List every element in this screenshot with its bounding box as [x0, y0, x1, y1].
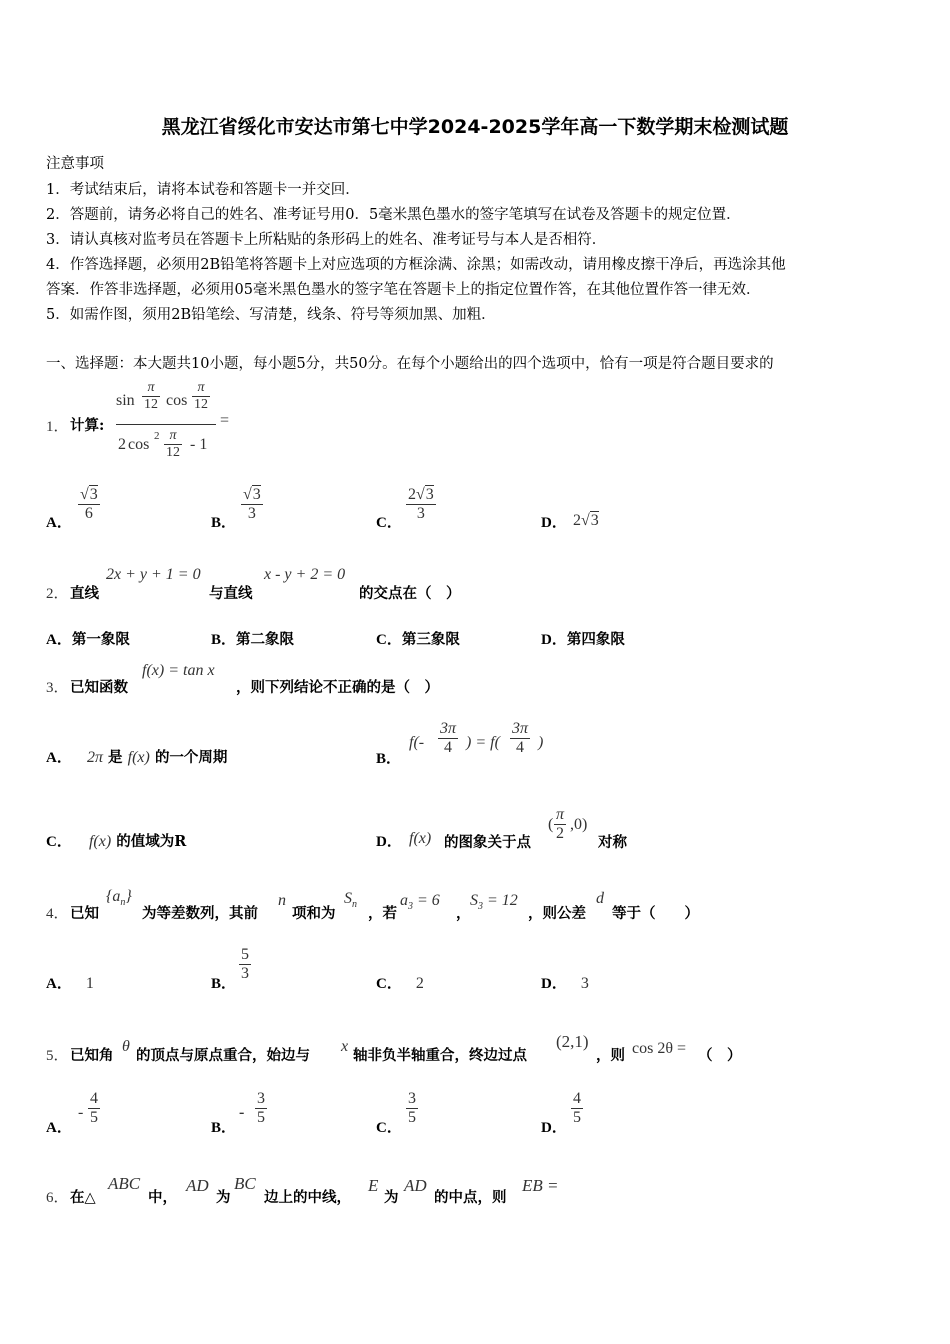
q2-option-c[interactable]: C．第三象限 — [376, 631, 460, 648]
q3-option-c[interactable]: C． f(x) 的值域为R — [46, 833, 187, 850]
q2-option-b[interactable]: B．第二象限 — [211, 631, 295, 648]
page-title: 黑龙江省绥化市安达市第七中学2024-2025学年高一下数学期末检测试题 — [161, 116, 789, 138]
question-2: 2． 直线 2x + y + 1 = 0 与直线 x - y + 2 = 0 的交点在（ ） — [46, 566, 461, 602]
notice-item: 2．答题前，请务必将自己的姓名、准考证号用0．5毫米黑色墨水的签字笔填写在试卷及答题卡的规定位置． — [46, 207, 741, 223]
q3-option-a[interactable]: A． 2π 是 f(x) 的一个周期 — [46, 749, 228, 766]
section-heading: 一、选择题：本大题共10小题，每小题5分，共50分。在每个小题给出的四个选项中，恰有一项是符合题目要求的 — [46, 356, 774, 372]
q4-option-c[interactable]: C． 2 — [376, 975, 424, 992]
notice-heading: 注意事项 — [46, 156, 104, 172]
notice-item: 答案．作答非选择题，必须用05毫米黑色墨水的签字笔在答题卡上的指定位置作答，在其他位置作答一律无效． — [46, 282, 761, 298]
notice-item: 3．请认真核对监考员在答题卡上所粘贴的条形码上的姓名、准考证号与本人是否相符． — [46, 232, 607, 248]
q2-option-a[interactable]: A．第一象限 — [46, 631, 130, 648]
q2-option-d[interactable]: D．第四象限 — [541, 631, 625, 648]
question-3: 3． 已知函数 f(x) = tan x ，则下列结论不正确的是（ ） — [46, 662, 439, 696]
q1-fraction: sin $\frac{\pi}{12}$ cos $\frac{\pi}{12}$ 2 cos 2 $\frac{\pi}{12}$ - 1 — [116, 380, 260, 470]
q4-option-a[interactable]: A． 1 — [46, 975, 94, 992]
notice-item: 5．如需作图，须用2B铅笔绘、写清楚，线条、符号等须加黑、加粗． — [46, 307, 496, 323]
q4-option-d[interactable]: D． 3 — [541, 975, 589, 992]
question-5: 5． 已知角 θ 的顶点与原点重合，始边与 x 轴非负半轴重合，终边过点 (2,1) ，则 cos 2θ = （ ） — [46, 1032, 742, 1064]
notice-item: 1．考试结束后，请将本试卷和答题卡一并交回． — [46, 182, 360, 198]
question-6: 6． 在△ ABC 中， AD 为 BC 边上的中线， E 为 AD 的中点，则 EB = — [46, 1174, 559, 1206]
notice-item: 4．作答选择题，必须用2B铅笔将答题卡上对应选项的方框涂满、涂黑；如需改动，请用橡皮擦干净后，再选涂其他 — [46, 257, 786, 273]
question-4: 4． 已知 $\{a_n\}$ 为等差数列，其前 n 项和为 $S_n$ ，若 $a_3 = 6$ ， $S_3 = 12$ ，则公差 d 等于（ ） — [46, 888, 699, 922]
